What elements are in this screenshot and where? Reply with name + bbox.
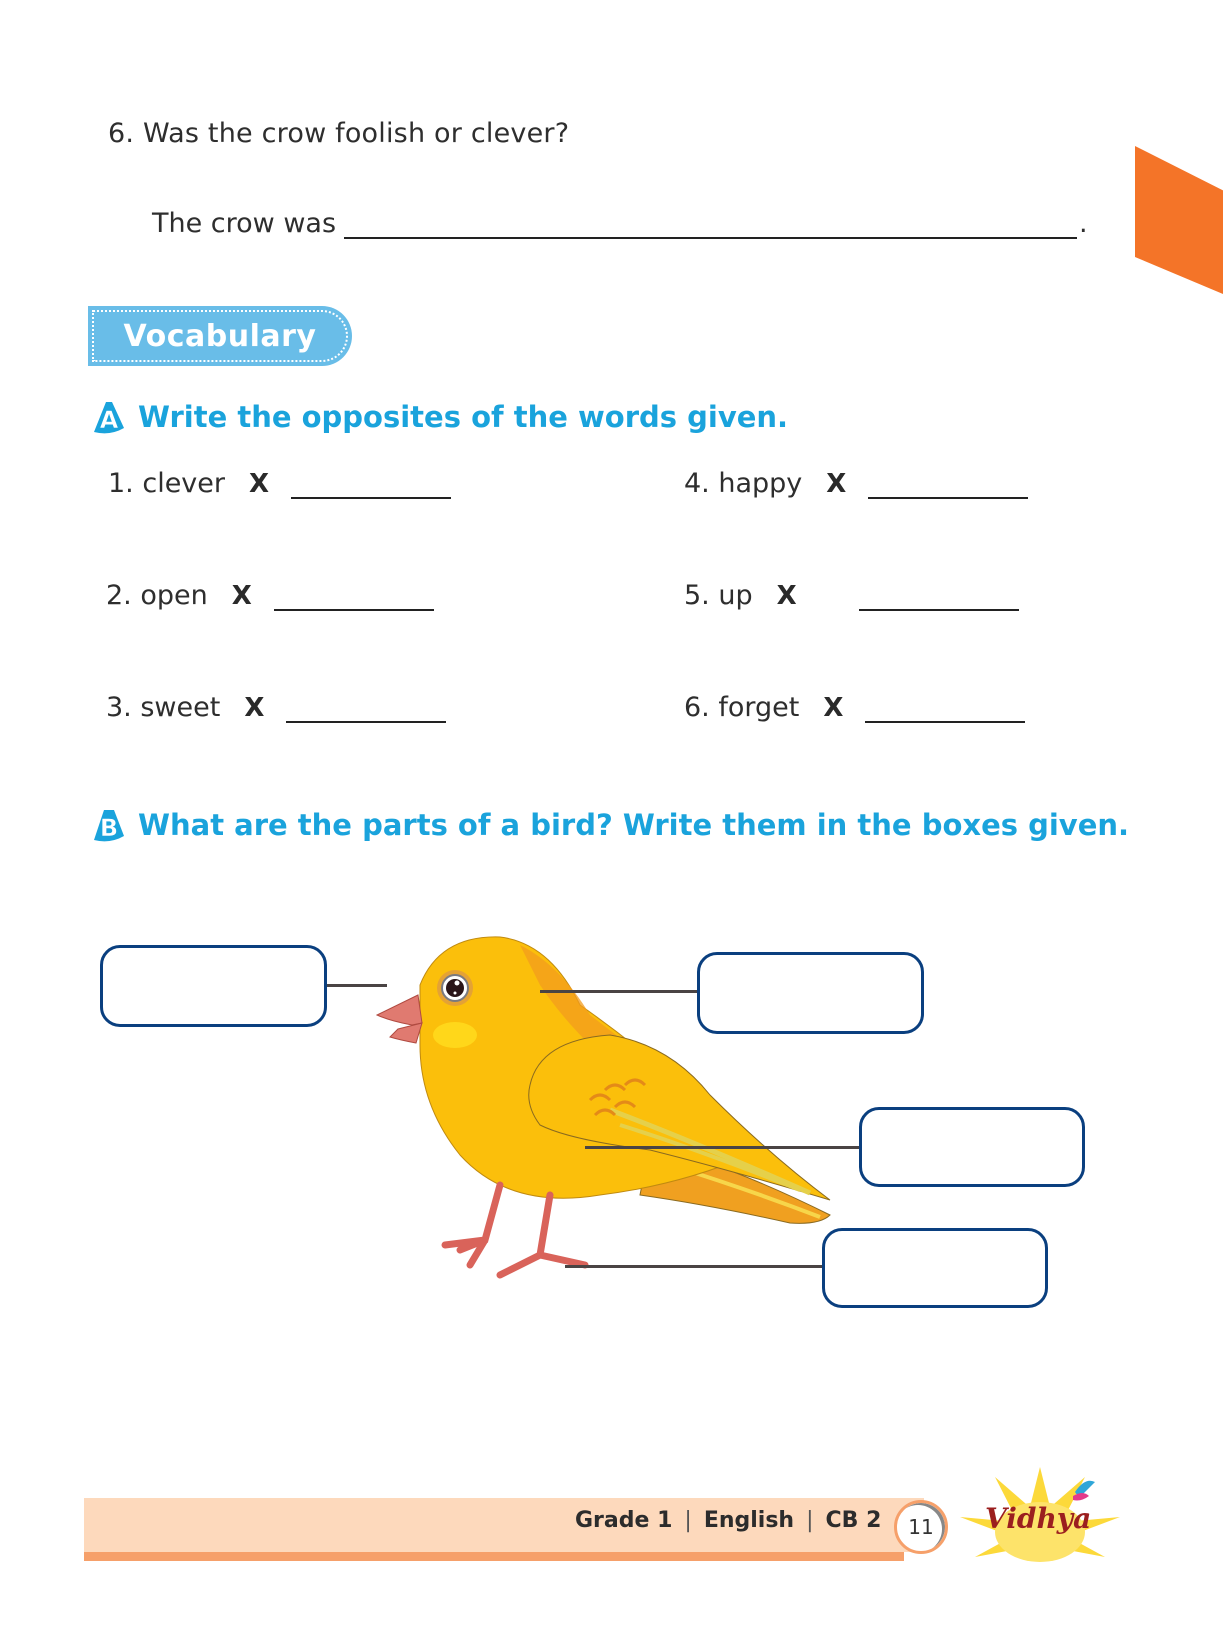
opposite-answer-blank[interactable] [868, 473, 1028, 499]
section-b-title: What are the parts of a bird? Write them in the boxes given. [138, 808, 1130, 842]
logo-text: Vidhya [985, 1502, 1092, 1535]
footer-separator: | [806, 1508, 814, 1533]
opposite-mark: X [823, 693, 844, 723]
vocabulary-banner-label: Vocabulary [123, 318, 317, 354]
opposite-word: 6. forget [684, 692, 800, 723]
vocabulary-banner-border [92, 310, 348, 362]
opposite-mark: X [231, 581, 252, 611]
section-a-badge-icon [90, 398, 128, 436]
question-6-prompt: 6. Was the crow foolish or clever? [108, 118, 570, 149]
bird-part-box-leg[interactable] [822, 1228, 1048, 1308]
opposite-mark: X [776, 581, 797, 611]
opposite-answer-blank[interactable] [274, 585, 434, 611]
opposite-item-4 [684, 468, 1028, 499]
opposite-item-6 [684, 692, 1025, 723]
section-a-title: Write the opposites of the words given. [138, 400, 789, 434]
footer-subject: English [703, 1508, 795, 1533]
opposite-word: 1. clever [108, 468, 225, 499]
opposite-word: 3. sweet [106, 692, 221, 723]
footer-course-info [575, 1508, 881, 1533]
bird-part-box-head[interactable] [697, 952, 924, 1034]
footer-stripe [84, 1552, 904, 1561]
answer-prefix: The crow was [152, 208, 337, 239]
opposite-item-3 [106, 692, 446, 723]
question-6-answer-row [152, 208, 1088, 239]
footer-grade: Grade 1 [575, 1508, 673, 1533]
opposite-word: 4. happy [684, 468, 803, 499]
orange-page-tab [1135, 146, 1223, 294]
opposite-item-2 [106, 580, 434, 611]
leader-line-leg [565, 1265, 823, 1268]
opposite-word: 5. up [684, 580, 753, 611]
footer-book: CB 2 [825, 1508, 882, 1533]
vidhya-logo [955, 1462, 1125, 1572]
opposite-word: 2. open [106, 580, 208, 611]
opposite-answer-blank[interactable] [859, 585, 1019, 611]
bird-part-box-beak[interactable] [100, 945, 327, 1027]
section-a-heading [90, 398, 788, 436]
leader-line-head [540, 990, 698, 993]
section-b-heading [90, 806, 1129, 844]
opposite-mark: X [826, 469, 847, 499]
opposite-mark: X [244, 693, 265, 723]
section-b-badge-icon [90, 806, 128, 844]
leader-line-wing [585, 1146, 860, 1149]
opposite-mark: X [249, 469, 270, 499]
opposite-item-5 [684, 580, 1019, 611]
answer-blank-line[interactable] [344, 211, 1077, 239]
opposite-answer-blank[interactable] [291, 473, 451, 499]
svg-text:A: A [99, 406, 119, 434]
answer-suffix: . [1079, 208, 1088, 239]
svg-text:B: B [99, 814, 119, 842]
footer-separator: | [684, 1508, 692, 1533]
opposite-answer-blank[interactable] [865, 697, 1025, 723]
leader-line-beak [327, 984, 387, 987]
page-number: 11 [894, 1500, 948, 1554]
vocabulary-banner [88, 306, 352, 366]
opposite-item-1 [108, 468, 451, 499]
opposite-answer-blank[interactable] [286, 697, 446, 723]
bird-part-box-wing[interactable] [859, 1107, 1085, 1187]
